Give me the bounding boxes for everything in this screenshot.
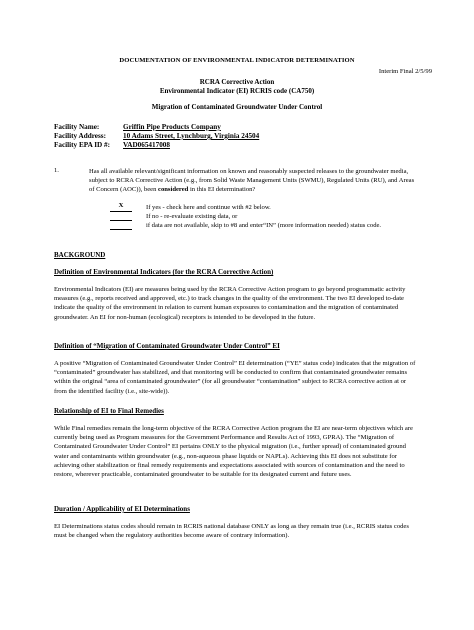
option-no-text: If no - re-evaluate existing data, or — [146, 213, 238, 220]
facility-epa-label: Facility EPA ID #: — [54, 141, 110, 149]
question-text — [89, 167, 419, 195]
duration-heading: Duration / Applicability of EI Determinations — [54, 505, 190, 513]
option-yes-text: If yes - check here and continue with #2 below. — [146, 204, 271, 211]
option-in-line — [110, 229, 132, 230]
question-text-b: in this EI determination? — [188, 186, 256, 194]
def-migration-text: A positive “Migration of Contaminated Groundwater Under Control” EI determination (“YE” status code) indicates that the migration of “contaminated” groundwater has stabilized, and that monitoring will be conducted to confirm that contaminated groundwater remains within the original “area of contaminated groundwater” (for all groundwater “contamination” subject to RCRA corrective action at or from the identified facility (i.e., site-wide)). — [54, 360, 416, 395]
subtitle-rcra: RCRA Corrective Action — [199, 78, 275, 86]
document-title: DOCUMENTATION OF ENVIRONMENTAL INDICATOR DETERMINATION — [119, 57, 355, 64]
def-ei-heading: Definition of Environmental Indicators (for the RCRA Corrective Action) — [54, 268, 274, 276]
option-no-line — [110, 220, 132, 221]
subtitle-migration: Migration of Contaminated Groundwater Under Control — [151, 103, 323, 111]
facility-address-label: Facility Address: — [54, 132, 106, 140]
facility-address-value: 10 Adams Street, Lynchburg, Virginia 24504 — [123, 132, 260, 140]
question-text-a: Has all available relevant/significant information on known and reasonably suspected releases to the groundwater media, subject to RCRA Corrective Action (e.g., from Solid Waste Management Units (SWMU), Regulated Units (RU), and Areas of Concern (AOC)), been — [89, 168, 415, 194]
option-in-text: if data are not available, skip to #8 and enter“IN” (more information needed) status code. — [146, 222, 382, 229]
facility-name-label: Facility Name: — [54, 123, 100, 131]
option-yes-mark[interactable]: X — [118, 202, 124, 209]
facility-epa-value: VAD065417008 — [123, 141, 170, 149]
option-yes-line — [110, 211, 132, 212]
def-migration-heading: Definition of “Migration of Contaminated Groundwater Under Control” EI — [54, 342, 280, 350]
def-ei-text: Environmental Indicators (EI) are measures being used by the RCRA Corrective Action program to go beyond programmatic activity measures (e.g., reports received and approved, etc.) to track changes in the quality of the environment. The two EI developed to-date indicate the quality of the environment in relation to current human exposures to contamination and the migration of contaminated groundwater. An EI for non-human (ecological) receptors is intended to be developed in the future. — [54, 286, 406, 321]
subtitle-ei-code: Environmental Indicator (EI) RCRIS code (CA750) — [159, 87, 315, 95]
relationship-heading: Relationship of EI to Final Remedies — [54, 407, 164, 415]
question-text-emphasis: considered — [158, 186, 189, 194]
facility-name-value: Griffin Pipe Products Company — [123, 123, 221, 131]
interim-label: Interim Final 2/5/99 — [378, 68, 432, 75]
question-number: 1. — [54, 167, 59, 174]
background-heading: BACKGROUND — [54, 251, 106, 259]
relationship-text: While Final remedies remain the long-term objective of the RCRA Corrective Action program the EI are near-term objectives which are currently being used as Program measures for the Government Performance and Results Act of 1993, GPRA). The “Migration of Contaminated Groundwater Under Control” EI pertains ONLY to the physical migration (i.e., further spread) of contaminated ground water and contaminants within groundwater (e.g., non-aqueous phase liquids or NAPLs). Achieving this EI does not substitute for achieving other stabilization or final remedy requirements and expectations associated with sources of contamination and the need to restore, wherever practicable, contaminated groundwater to be suitable for its designated current and future uses. — [54, 425, 413, 479]
duration-text: EI Determinations status codes should remain in RCRIS national database ONLY as long as they remain true (i.e., RCRIS status codes must be changed when the regulatory authorities become aware of contrary information). — [54, 523, 409, 540]
